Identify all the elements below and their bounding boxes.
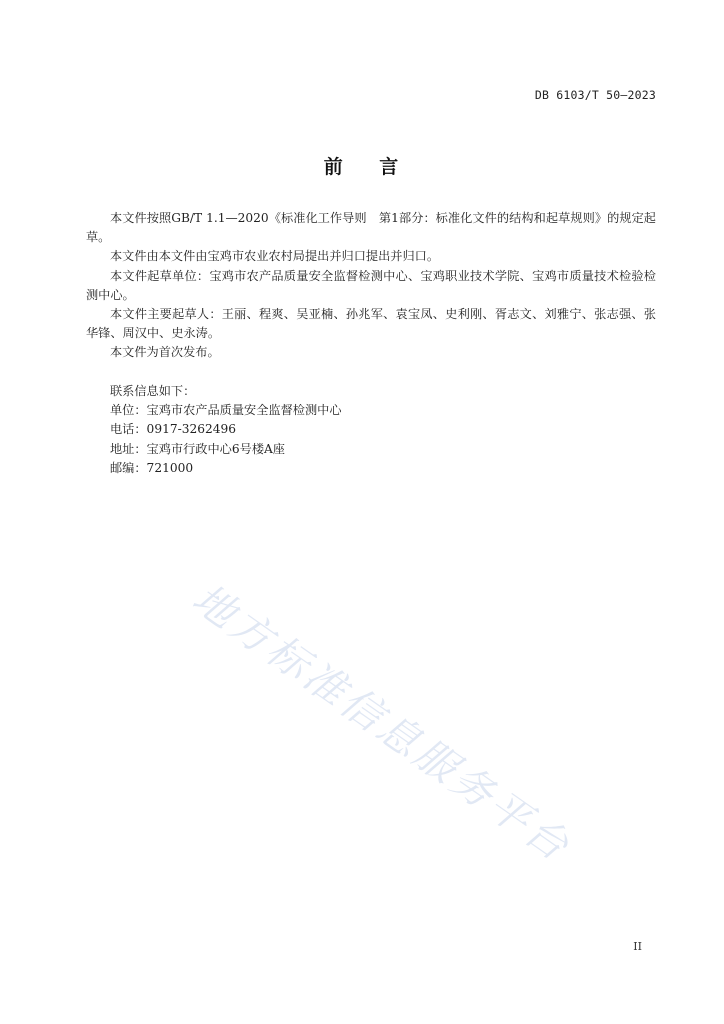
- paragraph-drafting-units: 本文件起草单位：宝鸡市农产品质量安全监督检测中心、宝鸡职业技术学院、宝鸡市质量技术检验检测中心。: [86, 268, 656, 302]
- paragraph-proposer: 本文件由本文件由宝鸡市农业农村局提出并归口提出并归口。: [110, 249, 440, 264]
- paragraph-first-release: 本文件为首次发布。: [110, 345, 220, 360]
- contact-unit: 单位：宝鸡市农产品质量安全监督检测中心: [110, 403, 342, 418]
- contact-info: [86, 382, 656, 478]
- watermark: 地方标准信息服务平台: [183, 574, 581, 872]
- contact-phone: 电话：0917-3262496: [110, 422, 236, 437]
- page-title: 前 言: [323, 156, 401, 178]
- standard-code: DB 6103/T 50—2023: [534, 88, 656, 102]
- page-number: II: [633, 940, 642, 953]
- preface-body: [86, 209, 656, 363]
- paragraph-drafting-basis: 本文件按照GB/T 1.1—2020《标准化工作导则 第1部分：标准化文件的结构和起草规则》的规定起草。: [86, 211, 656, 245]
- contact-address: 地址：宝鸡市行政中心6号楼A座: [110, 441, 285, 456]
- paragraph-drafters: 本文件主要起草人：王丽、程爽、吴亚楠、孙兆军、袁宝凤、史利刚、胥志文、刘雅宁、张志强、张华锋、周汉中、史永涛。: [86, 307, 656, 341]
- contact-heading: 联系信息如下：: [110, 384, 196, 398]
- contact-postcode: 邮编：721000: [110, 460, 194, 475]
